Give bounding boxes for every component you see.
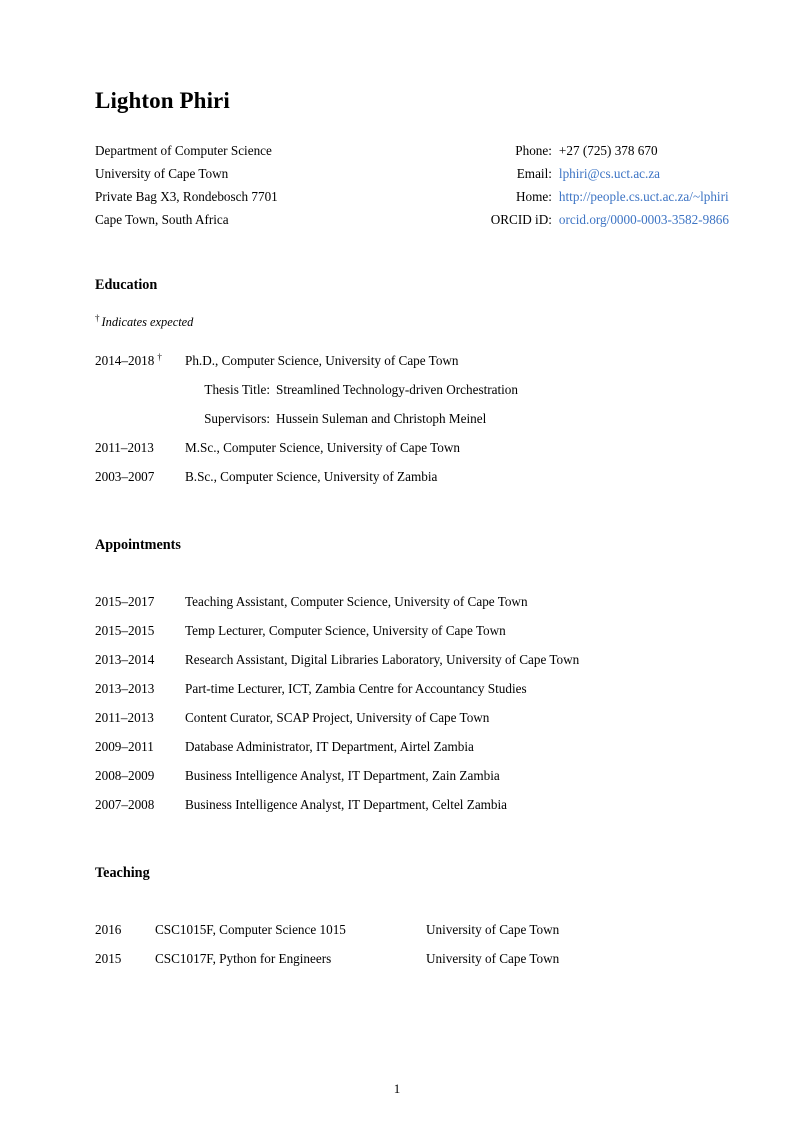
education-entries: [95, 346, 729, 491]
contact-label: Home:: [516, 189, 552, 205]
section-education: [95, 277, 729, 491]
contact-row: [474, 162, 729, 185]
address-line: Cape Town, South Africa: [95, 212, 229, 228]
entry-description: Part-time Lecturer, ICT, Zambia Centre for Accountancy Studies: [185, 681, 527, 697]
entry-description: Database Administrator, IT Department, Airtel Zambia: [185, 739, 474, 755]
entry-description: Content Curator, SCAP Project, University of Cape Town: [185, 710, 490, 726]
entry-description: M.Sc., Computer Science, University of Cape Town: [185, 440, 460, 456]
teaching-year: 2016: [95, 922, 122, 938]
appointment-entry: [95, 587, 729, 616]
dagger-icon: †: [95, 313, 100, 324]
teaching-spacer: [95, 890, 729, 915]
entry-years: 2008–2009: [95, 768, 155, 784]
entry-years: 2015–2017: [95, 594, 155, 610]
appointment-entry: [95, 616, 729, 645]
education-note: [95, 315, 729, 330]
contact-label: Phone:: [515, 143, 552, 159]
appointment-entry: [95, 761, 729, 790]
page-number: 1: [393, 1081, 401, 1096]
entry-description: Business Intelligence Analyst, IT Department, Celtel Zambia: [185, 797, 508, 813]
contact-link[interactable]: http://people.cs.uct.ac.za/~lphiri: [558, 189, 729, 205]
appointment-entry: [95, 645, 729, 674]
education-detail-row: [95, 404, 729, 433]
appointment-entry: [95, 732, 729, 761]
entry-years-text: 2014–2018: [95, 353, 155, 369]
education-detail-value: Hussein Suleman and Christoph Meinel: [276, 411, 487, 427]
page-title: Lighton Phiri: [95, 88, 230, 113]
section-title-appointments: Appointments: [95, 537, 181, 554]
header-block: [95, 139, 729, 231]
entry-years: 2007–2008: [95, 797, 155, 813]
entry-description: Business Intelligence Analyst, IT Department, Zain Zambia: [185, 768, 500, 784]
contact-row: [474, 185, 729, 208]
education-note-text: Indicates expected: [101, 315, 194, 330]
entry-years-text: 2011–2013: [95, 440, 154, 456]
address-line: Private Bag X3, Rondebosch 7701: [95, 189, 278, 205]
teaching-institution: University of Cape Town: [426, 922, 560, 938]
teaching-entry: [95, 944, 729, 973]
teaching-entries: [95, 915, 729, 973]
entry-description: Research Assistant, Digital Libraries Laboratory, University of Cape Town: [185, 652, 580, 668]
expected-dagger-icon: †: [157, 351, 162, 362]
education-detail-value: Streamlined Technology-driven Orchestration: [276, 382, 518, 398]
contact-label: Email:: [516, 166, 552, 182]
teaching-entry: [95, 915, 729, 944]
contact-link[interactable]: lphiri@cs.uct.ac.za: [558, 166, 661, 182]
appointment-entry: [95, 790, 729, 819]
entry-years: [95, 462, 185, 491]
entry-years: 2009–2011: [95, 739, 154, 755]
education-entry: [95, 462, 729, 491]
address-block: [95, 139, 425, 231]
entry-description: Ph.D., Computer Science, University of Cape Town: [185, 353, 459, 369]
appointment-entry: [95, 703, 729, 732]
teaching-course: CSC1015F, Computer Science 1015: [155, 922, 346, 938]
teaching-institution: University of Cape Town: [426, 951, 560, 967]
education-entry: [95, 433, 729, 462]
entry-years: [95, 346, 185, 375]
teaching-course: CSC1017F, Python for Engineers: [155, 951, 332, 967]
education-detail-row: [95, 375, 729, 404]
section-appointments: [95, 537, 729, 819]
section-title-teaching: Teaching: [95, 865, 150, 882]
cv-content: [95, 88, 729, 973]
entry-years-text: 2003–2007: [95, 469, 155, 485]
contact-row: [474, 139, 729, 162]
appointment-entries: [95, 587, 729, 819]
entry-years: 2013–2014: [95, 652, 155, 668]
entry-years: 2015–2015: [95, 623, 155, 639]
address-line: Department of Computer Science: [95, 143, 272, 159]
address-line: University of Cape Town: [95, 166, 229, 182]
contact-value: +27 (725) 378 670: [558, 143, 658, 159]
appointment-entry: [95, 674, 729, 703]
entry-years: 2011–2013: [95, 710, 154, 726]
entry-years: [95, 433, 185, 462]
contact-block: [474, 139, 729, 231]
section-teaching: [95, 865, 729, 973]
education-entry: [95, 346, 729, 375]
entry-description: Temp Lecturer, Computer Science, University of Cape Town: [185, 623, 506, 639]
contact-label: ORCID iD:: [490, 212, 552, 228]
contact-row: [474, 208, 729, 231]
education-detail-label: Supervisors:: [204, 411, 270, 427]
teaching-year: 2015: [95, 951, 122, 967]
entry-description: B.Sc., Computer Science, University of Zambia: [185, 469, 438, 485]
entry-years: 2013–2013: [95, 681, 155, 697]
contact-link[interactable]: orcid.org/0000-0003-3582-9866: [558, 212, 729, 228]
education-detail-label: Thesis Title:: [204, 382, 270, 398]
appointments-spacer: [95, 562, 729, 587]
section-title-education: Education: [95, 277, 158, 294]
entry-description: Teaching Assistant, Computer Science, University of Cape Town: [185, 594, 528, 610]
